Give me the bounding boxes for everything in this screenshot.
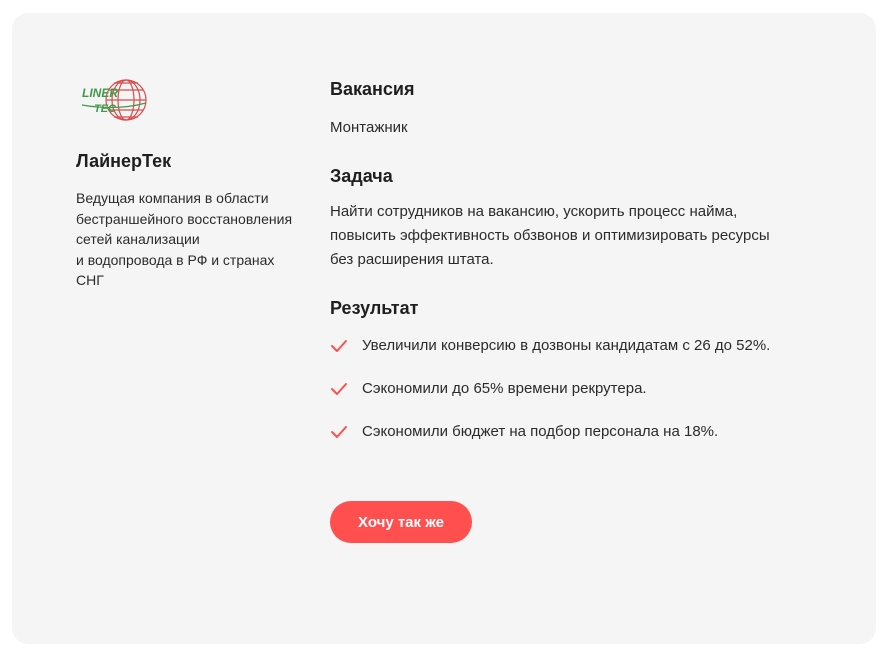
result-heading: Результат (330, 298, 419, 318)
company-description-line: Ведущая компания в области (76, 190, 269, 206)
company-description (76, 188, 306, 291)
company-description-line: СНГ (76, 272, 104, 288)
task-text-line: повысить эффективность обзвонов и оптимизировать ресурсы (330, 227, 770, 244)
check-icon (330, 382, 348, 396)
company-description-line: и водопровода в РФ и странах (76, 251, 275, 268)
check-icon (330, 425, 348, 439)
vacancy-heading: Вакансия (330, 79, 415, 99)
logo-text-bottom: TEC (94, 103, 116, 115)
company-name: ЛайнерТек (76, 151, 172, 171)
task-text (330, 200, 810, 272)
result-item-text: Увеличили конверсию в дозвоны кандидатам с 26 до 52%. (362, 337, 771, 354)
company-column (76, 75, 316, 291)
result-item-text: Сэкономили бюджет на подбор персонала на 18%. (362, 423, 719, 440)
want-same-button[interactable]: Хочу так же (330, 501, 472, 543)
case-card (12, 13, 876, 644)
company-logo (76, 75, 156, 127)
vacancy-text: Монтажник (330, 119, 408, 136)
task-text-line: Найти сотрудников на вакансию, ускорить процесс найма, (330, 203, 738, 220)
result-item (330, 420, 850, 444)
result-item-text: Сэкономили до 65% времени рекрутера. (362, 380, 647, 397)
task-text-line: без расширения штата. (330, 251, 494, 268)
case-details (330, 77, 850, 463)
check-icon (330, 339, 348, 353)
task-heading: Задача (330, 166, 393, 186)
logo-text-top: LINER (82, 86, 118, 100)
company-description-line: сетей канализации (76, 231, 200, 247)
company-description-line: бестраншейного восстановления (76, 210, 293, 227)
result-list (330, 334, 850, 444)
result-item (330, 334, 850, 358)
globe-logo-icon (76, 75, 156, 127)
result-item (330, 377, 850, 401)
